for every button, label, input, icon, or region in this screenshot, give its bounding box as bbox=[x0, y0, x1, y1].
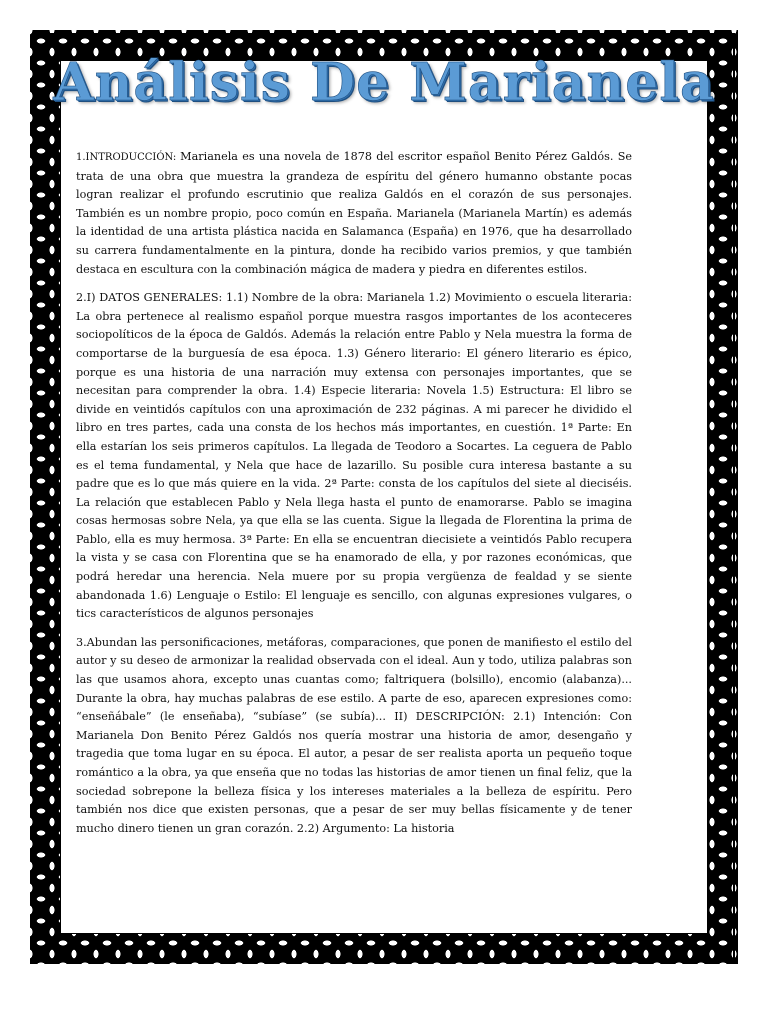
document-body bbox=[76, 148, 632, 848]
paragraph-text: Marianela es una novela de 1878 del escritor español Benito Pérez Galdós. Se trata de una obra que muestra la grandeza de espíritu del género humanno obstante pocas logran realizar el profundo escrutinio que realiza Galdós en el corazón de sus personajes. También es un nombre propio, poco común en España. Marianela (Marianela Martín) es además la identidad de una artista plástica nacida en Salamanca (España) en 1976, que ha desarrollado su carrera fundamentalmente en la pintura, donde ha recibido varios premios, y que también destaca en escultura con la combinación mágica de madera y piedra en diferentes estilos. bbox=[76, 150, 632, 276]
paragraph-text: 2.I) DATOS GENERALES: 1.1) Nombre de la obra: Marianela 1.2) Movimiento o escuela literaria: La obra pertenece al realismo español porque muestra rasgos importantes de los aconteceres sociopolíticos de la época de Galdós. Además la relación entre Pablo y Nela muestra la forma de comportarse de la burguesía de esa época. 1.3) Género literario: El género literario es épico, porque es una historia de una narración muy extensa con personajes importantes, que se necesitan para comprender la obra. 1.4) Especie literaria: Novela 1.5) Estructura: El libro se divide en veintidós capítulos con una aproximación de 232 páginas. A mi parecer he dividido el libro en tres partes, cada una consta de los hechos más importantes, en cuestión. 1ª Parte: En ella estarían los seis primeros capítulos. La llegada de Teodoro a Socartes. La ceguera de Pablo es el tema fundamental, y Nela que hace de lazarillo. Su posible cura interesa bastante a su padre que es lo que más quiere en la vida. 2ª Parte: consta de los capítulos del siete al dieciséis. La relación que establecen Pablo y Nela llega hasta el punto de enamorarse. Pablo se imagina cosas hermosas sobre Nela, ya que ella se las cuenta. Sigue la llegada de Florentina la prima de Pablo, ella es muy hermosa. 3ª Parte: En ella se encuentran diecisiete a veintidós Pablo recupera la vista y se casa con Florentina que se ha enamorado de ella, y por razones económicas, que podrá heredar una herencia. Nela muere por su propia vergüenza de fealdad y se siente abandonada 1.6) Lenguaje o Estilo: El lenguaje es sencillo, con algunas expresiones vulgares, o tics característicos de algunos personajes bbox=[76, 291, 632, 621]
paragraph-estilo bbox=[76, 634, 632, 839]
paragraph-introduccion bbox=[76, 148, 632, 279]
paragraph-datos-generales bbox=[76, 289, 632, 624]
page-title: Análisis De Marianela bbox=[53, 52, 715, 113]
paragraph-lead: 1.INTRODUCCIÓN: bbox=[76, 152, 181, 163]
paragraph-text: 3.Abundan las personificaciones, metáforas, comparaciones, que ponen de manifiesto el estilo del autor y su deseo de armonizar la realidad observada con el ideal. Aun y todo, utiliza palabras son las que usamos ahora, excepto unas cuantas como; faltriquera (bolsillo), encomio (alabanza)... Durante la obra, hay muchas palabras de ese estilo. A parte de eso, aparecen expresiones como: “enseñábale” (le enseñaba), “subíase” (se subía)... II) DESCRIPCIÓN: 2.1) Intención: Con Marianela Don Benito Pérez Galdós nos quería mostrar una historia de amor, desengaño y tragedia que toma lugar en su época. El autor, a pesar de ser realista aporta un pequeño toque romántico a la obra, ya que enseña que no todas las historias de amor tienen un final feliz, que la sociedad sobrepone la belleza física y los intereses materiales a la belleza de espíritu. Pero también nos dice que existen personas, que a pesar de ser muy bellas físicamente y de tener mucho dinero tienen un gran corazón. 2.2) Argumento: La historia bbox=[76, 635, 632, 835]
